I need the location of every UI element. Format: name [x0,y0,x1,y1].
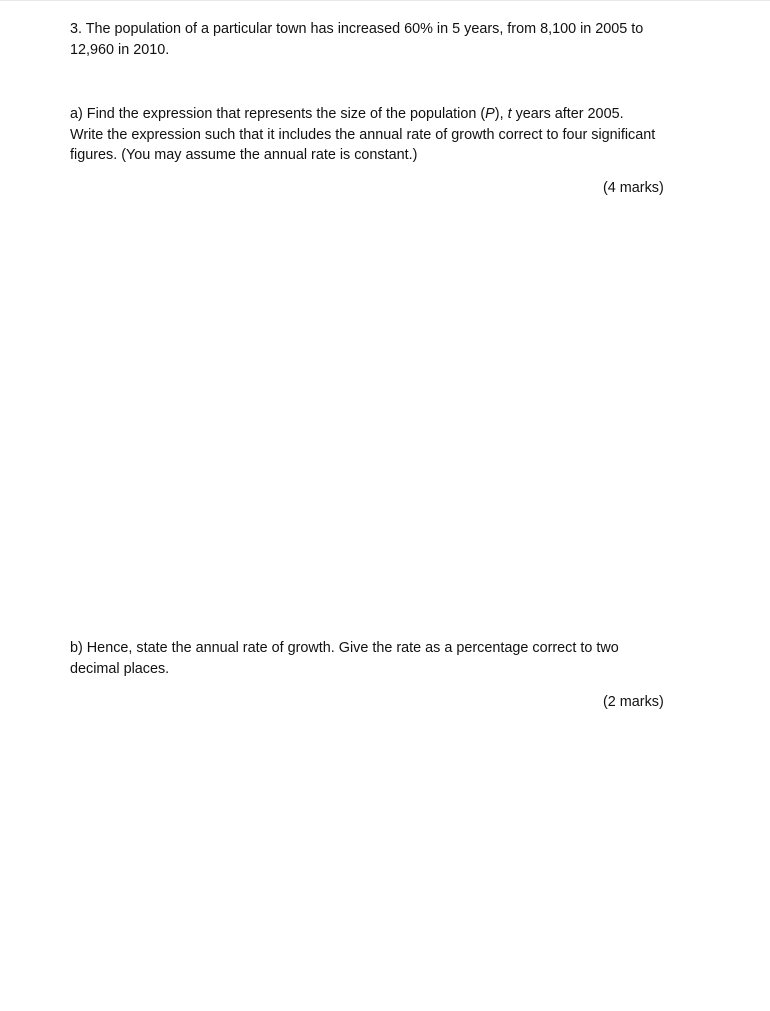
variable-t: t [507,106,512,122]
part-a-line-1 [70,104,682,125]
question-stem-line-1: 3. The population of a particular town has increased 60% in 5 years, from 8,100 in 2005 to [70,21,644,37]
part-a-line-1-post: years after 2005. [511,106,624,122]
part-a-line-1-mid: ), [494,106,508,122]
question-stem-line-2: 12,960 in 2010. [70,41,170,58]
part-a-line-1-pre: a) Find the expression that represents the size of the population ( [70,106,486,122]
part-b-line-1: b) Hence, state the annual rate of growth. Give the rate as a percentage correct to two [70,640,619,656]
part-b-marks: (2 marks) [603,694,664,710]
question-stem [70,19,680,60]
page-top-edge [0,0,770,1]
part-a-prompt [70,104,682,166]
part-a-line-3: figures. (You may assume the annual rate is constant.) [70,147,418,163]
part-a-line-2: Write the expression such that it includes the annual rate of growth correct to four significant [70,126,656,143]
part-b-prompt [70,638,680,679]
variable-p: P [485,106,495,122]
part-a-marks: (4 marks) [603,180,664,196]
part-b-line-2: decimal places. [70,660,170,677]
